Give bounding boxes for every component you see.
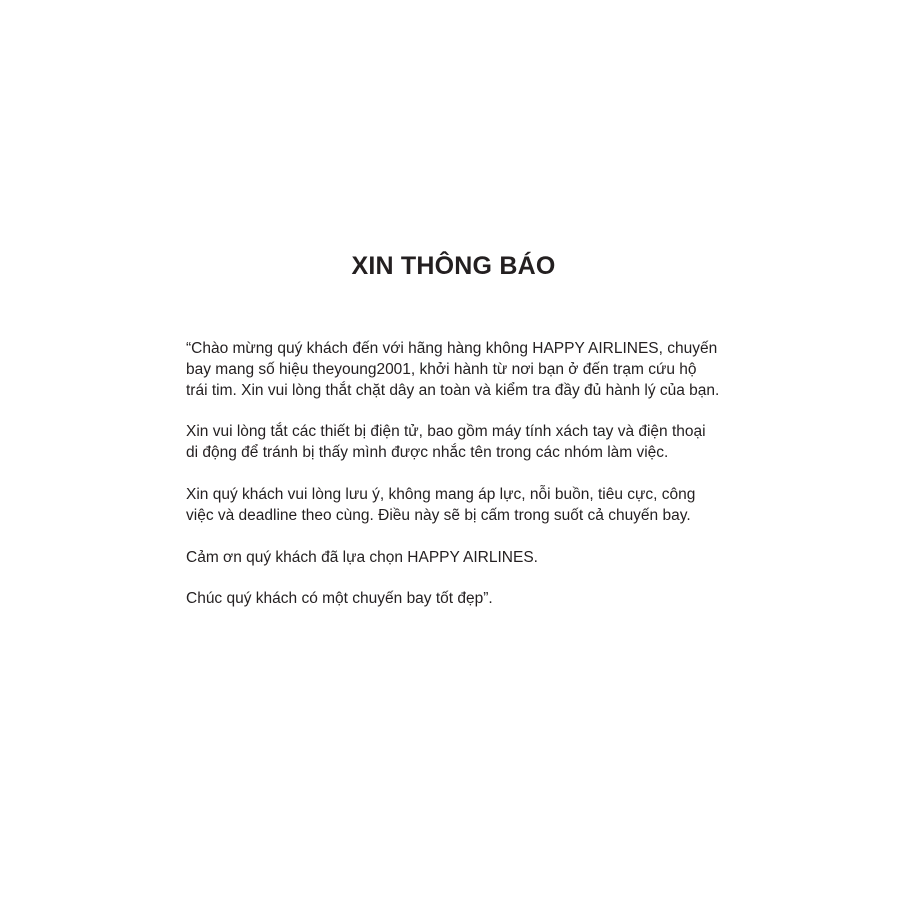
text-line: Xin quý khách vui lòng lưu ý, không mang áp lực, nỗi buồn, tiêu cực, công xyxy=(186,486,696,503)
welcome-paragraph xyxy=(186,338,726,401)
text-line: di động để tránh bị thấy mình được nhắc tên trong các nhóm làm việc. xyxy=(186,444,669,461)
text-line: “Chào mừng quý khách đến với hãng hàng không HAPPY AIRLINES, chuyến xyxy=(186,340,718,357)
prohibited-paragraph xyxy=(186,484,726,526)
text-line: việc và deadline theo cùng. Điều này sẽ bị cấm trong suốt cả chuyến bay. xyxy=(186,507,691,524)
text-line: Chúc quý khách có một chuyến bay tốt đẹp”. xyxy=(186,590,493,607)
thanks-paragraph xyxy=(186,547,726,568)
text-line: Cảm ơn quý khách đã lựa chọn HAPPY AIRLINES. xyxy=(186,549,538,566)
text-line: Xin vui lòng tắt các thiết bị điện tử, bao gồm máy tính xách tay và điện thoại xyxy=(186,423,706,440)
text-line: bay mang số hiệu theyoung2001, khởi hành từ nơi bạn ở đến trạm cứu hộ xyxy=(186,361,697,378)
notice-body xyxy=(186,338,726,609)
text-line: trái tim. Xin vui lòng thắt chặt dây an toàn và kiểm tra đầy đủ hành lý của bạn. xyxy=(186,382,720,399)
notice-title: XIN THÔNG BÁO xyxy=(351,252,556,280)
wish-paragraph xyxy=(186,588,726,609)
devices-paragraph xyxy=(186,421,726,463)
